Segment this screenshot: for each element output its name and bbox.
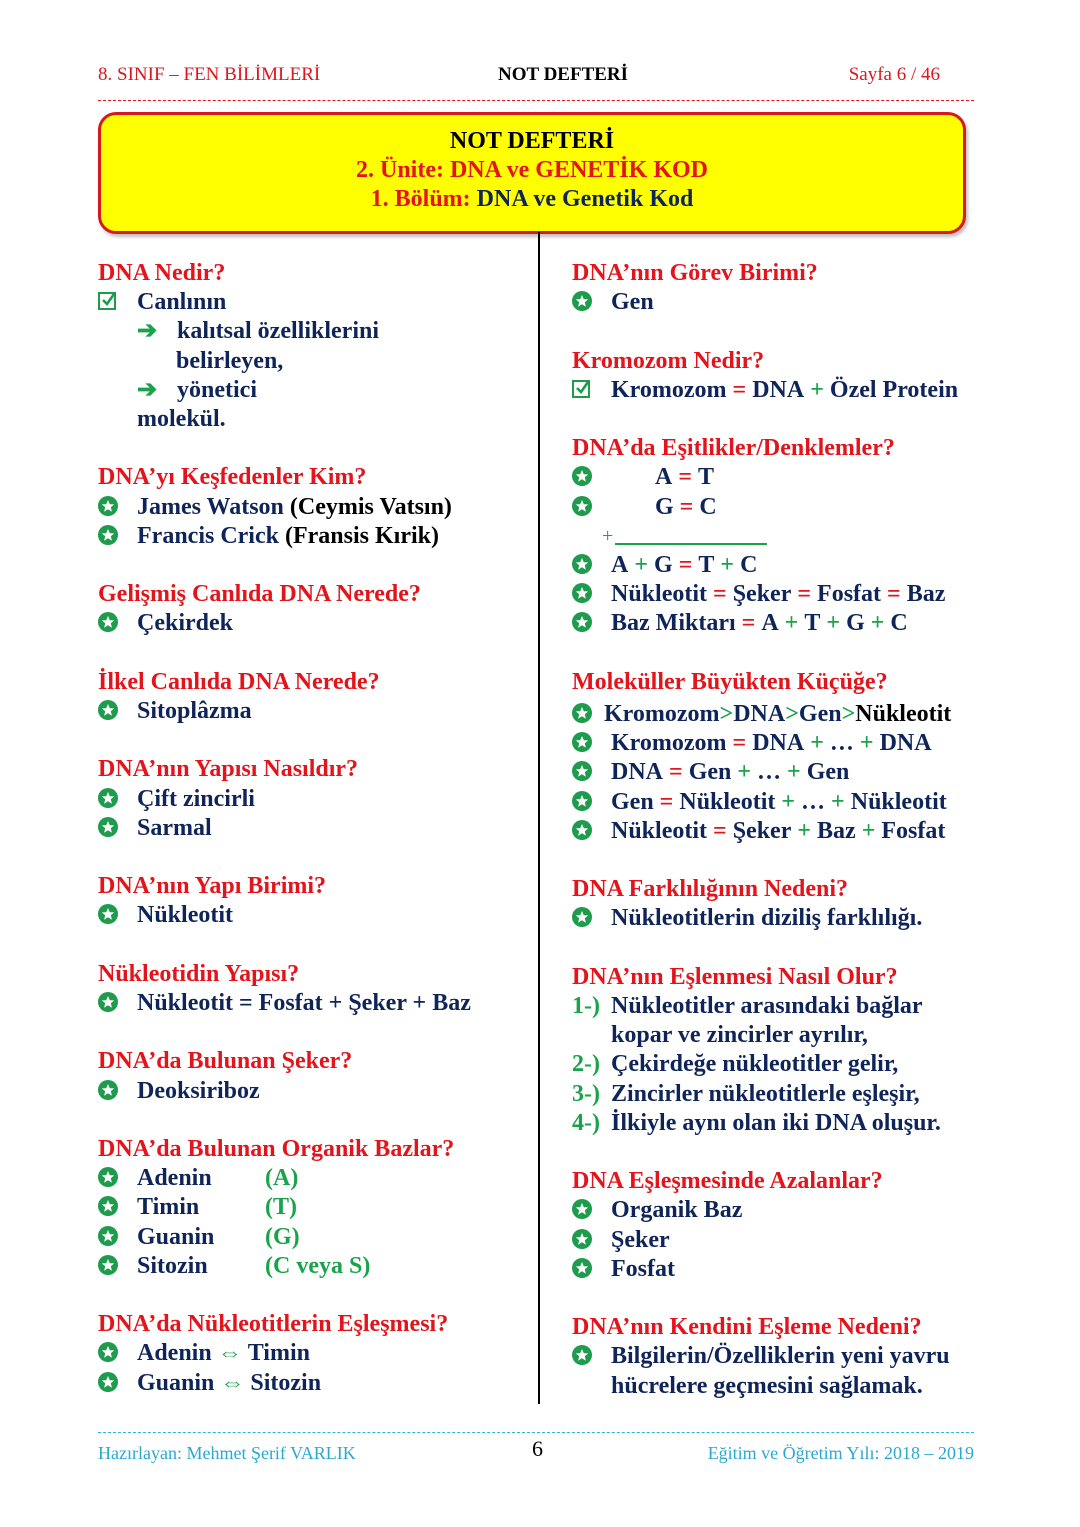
star-bullet-icon: [572, 732, 592, 752]
list-item: Nükleotitlerin diziliş farklılığı.: [572, 904, 992, 933]
star-bullet-icon: [98, 992, 118, 1012]
section-name: DNA ve Genetik Kod: [476, 186, 694, 212]
star-bullet-icon: [572, 907, 592, 927]
numbered-step: 1-) Nükleotitler arasındaki bağlar: [572, 992, 923, 1019]
list-item: belirleyen,: [176, 347, 284, 374]
list-item: Canlının: [98, 288, 528, 317]
list-item: Nükleotit: [98, 901, 528, 930]
numbered-step: 3-) Zincirler nükleotitlerle eşleşir,: [572, 1080, 920, 1107]
question-heading: DNA’nın Görev Birimi?: [572, 260, 818, 286]
arrow-right-icon: ➔: [137, 318, 158, 345]
numbered-step-continuation: kopar ve zincirler ayrılır,: [611, 1022, 868, 1049]
unit-line: 2. Ünite: DNA ve GENETİK KOD: [355, 157, 708, 183]
list-item: Guanin ⇔ Sitozin: [98, 1369, 528, 1398]
list-item: Timin (T): [98, 1193, 528, 1222]
list-item: Nükleotit = Şeker = Fosfat = Baz: [572, 580, 992, 609]
numbered-step: 2-) Çekirdeğe nükleotitler gelir,: [572, 1051, 899, 1078]
header-divider: [98, 100, 974, 101]
question-heading: DNA’nın Yapı Birimi?: [98, 873, 327, 900]
list-item: Sarmal: [98, 814, 528, 843]
left-column: [98, 259, 528, 1398]
list-item: Adenin (A): [98, 1164, 528, 1193]
footer-author: Hazırlayan: Mehmet Şerif VARLIK: [98, 1443, 356, 1463]
star-bullet-icon: [572, 554, 592, 574]
star-bullet-icon: [98, 1226, 118, 1246]
title-box: [98, 112, 966, 234]
list-item: A + G = T + C: [572, 551, 992, 580]
star-bullet-icon: [572, 291, 592, 311]
question-heading: DNA’nın Yapısı Nasıldır?: [98, 756, 359, 783]
question-heading: Kromozom Nedir?: [572, 347, 765, 374]
question-heading: DNA’yı Keşfedenler Kim?: [98, 464, 367, 491]
question-heading: Moleküller Büyükten Küçüğe?: [572, 668, 888, 695]
list-item: Nükleotit = Fosfat + Şeker + Baz: [98, 989, 528, 1018]
title-box-title: NOT DEFTERİ: [449, 128, 615, 154]
list-item: ➔ kalıtsal özelliklerini: [98, 317, 528, 346]
column-divider: [538, 232, 540, 1404]
question-heading: DNA Nedir?: [98, 260, 226, 286]
star-bullet-icon: [572, 820, 592, 840]
sum-line: +: [572, 522, 992, 551]
star-bullet-icon: [572, 496, 592, 516]
star-bullet-icon: [98, 612, 118, 632]
star-bullet-icon: [98, 1255, 118, 1275]
unit-name: DNA ve GENETİK KOD: [449, 157, 708, 183]
star-bullet-icon: [98, 1196, 118, 1216]
question-heading: DNA’da Bulunan Organik Bazlar?: [98, 1135, 455, 1162]
header-title: NOT DEFTERİ: [498, 64, 629, 85]
star-bullet-icon: [98, 496, 118, 516]
list-item: Şeker: [572, 1226, 992, 1255]
star-bullet-icon: [98, 700, 118, 720]
list-item: A = T: [572, 463, 992, 492]
list-item: Kromozom = DNA + … + DNA: [572, 729, 992, 758]
star-bullet-icon: [98, 904, 118, 924]
star-bullet-icon: [572, 466, 592, 486]
page-header: [98, 64, 974, 90]
list-item-continuation: hücrelere geçmesini sağlamak.: [611, 1372, 923, 1399]
question-heading: DNA’da Eşitlikler/Denklemler?: [572, 435, 895, 462]
list-item: DNA = Gen + … + Gen: [572, 758, 992, 787]
star-bullet-icon: [98, 525, 118, 545]
question-heading: DNA’nın Kendini Eşleme Nedeni?: [572, 1314, 922, 1341]
question-heading: Nükleotidin Yapısı?: [98, 960, 300, 987]
list-item: James Watson (Ceymis Vatsın): [98, 493, 528, 522]
list-item: Guanin (G): [98, 1223, 528, 1252]
list-item: Kromozom = DNA + Özel Protein: [572, 376, 992, 405]
question-heading: DNA Eşleşmesinde Azalanlar?: [572, 1168, 883, 1195]
numbered-step: 4-) İlkiyle aynı olan iki DNA oluşur.: [572, 1109, 941, 1136]
header-page-number: Sayfa 6 / 46: [848, 64, 940, 85]
double-arrow-icon: ⇔: [217, 1340, 242, 1367]
list-item: Sitozin (C veya S): [98, 1252, 528, 1281]
list-item: Kromozom > DNA > Gen > Nükleotit: [572, 700, 992, 729]
question-heading: DNA’da Bulunan Şeker?: [98, 1048, 353, 1075]
list-item: Bilgilerin/Özelliklerin yeni yavru: [572, 1342, 992, 1371]
checkbox-icon: [98, 292, 116, 310]
list-item: G = C: [572, 493, 992, 522]
question-heading: DNA Farklılığının Nedeni?: [572, 876, 849, 903]
star-bullet-icon: [572, 791, 592, 811]
checkbox-icon: [572, 380, 590, 398]
footer-divider: [98, 1432, 974, 1433]
star-bullet-icon: [98, 1080, 118, 1100]
footer-academic-year: Eğitim ve Öğretim Yılı: 2018 – 2019: [707, 1443, 974, 1463]
footer-page-number: 6: [532, 1436, 543, 1461]
double-arrow-icon: ⇔: [220, 1369, 245, 1396]
star-bullet-icon: [572, 1258, 592, 1278]
list-item: Francis Crick (Fransis Kırik): [98, 522, 528, 551]
star-bullet-icon: [98, 817, 118, 837]
list-item: molekül.: [137, 406, 226, 433]
star-bullet-icon: [98, 1167, 118, 1187]
star-bullet-icon: [572, 703, 592, 723]
list-item: Sitoplâzma: [98, 697, 528, 726]
list-item: Nükleotit = Şeker + Baz + Fosfat: [572, 817, 992, 846]
list-item: Gen = Nükleotit + … + Nükleotit: [572, 788, 992, 817]
question-heading: İlkel Canlıda DNA Nerede?: [98, 668, 380, 695]
list-item: Adenin ⇔ Timin: [98, 1339, 528, 1368]
section-line: 1. Bölüm: DNA ve Genetik Kod: [370, 186, 694, 212]
list-item: Çekirdek: [98, 609, 528, 638]
list-item: Gen: [572, 288, 992, 317]
question-heading: DNA’nın Eşlenmesi Nasıl Olur?: [572, 963, 898, 990]
star-bullet-icon: [98, 1342, 118, 1362]
star-bullet-icon: [572, 1199, 592, 1219]
list-item: Çift zincirli: [98, 785, 528, 814]
star-bullet-icon: [572, 1229, 592, 1249]
list-item: Baz Miktarı = A + T + G + C: [572, 609, 992, 638]
header-course: 8. SINIF – FEN BİLİMLERİ: [98, 64, 321, 85]
star-bullet-icon: [98, 1372, 118, 1392]
star-bullet-icon: [572, 1345, 592, 1365]
list-item: Fosfat: [572, 1255, 992, 1284]
list-item: Organik Baz: [572, 1196, 992, 1225]
star-bullet-icon: [572, 583, 592, 603]
star-bullet-icon: [572, 612, 592, 632]
question-heading: Gelişmiş Canlıda DNA Nerede?: [98, 581, 421, 608]
star-bullet-icon: [572, 761, 592, 781]
star-bullet-icon: [98, 788, 118, 808]
arrow-right-icon: ➔: [137, 376, 158, 403]
right-column: [572, 259, 992, 1401]
question-heading: DNA’da Nükleotitlerin Eşleşmesi?: [98, 1311, 449, 1338]
list-item: ➔ yönetici: [98, 376, 528, 405]
list-item: Deoksiriboz: [98, 1077, 528, 1106]
